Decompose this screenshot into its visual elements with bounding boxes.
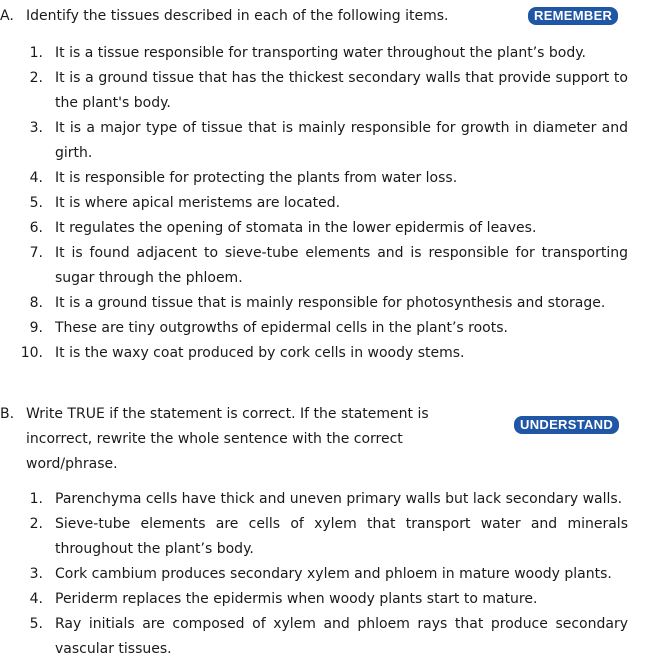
item-text: It is responsible for protecting the plants from water loss. <box>55 170 458 186</box>
item-text: Sieve-tube elements are cells of xylem that transport water and minerals throughout the plant’s body. <box>55 516 628 557</box>
section-b-instruction: Write TRUE if the statement is correct. If the statement is incorrect, rewrite the whole sentence with the correct word/phrase. <box>26 406 429 472</box>
item-text: It is a ground tissue that is mainly responsible for photosynthesis and storage. <box>55 295 606 311</box>
item-number: 1. <box>29 491 43 507</box>
item-text: It regulates the opening of stomata in the lower epidermis of leaves. <box>55 220 537 236</box>
list-item <box>0 166 628 191</box>
item-number: 1. <box>29 45 43 61</box>
item-number: 5. <box>29 195 43 211</box>
item-number: 5. <box>29 616 43 632</box>
item-number: 2. <box>29 70 43 86</box>
section-a-letter: A. <box>0 8 14 24</box>
section-a <box>0 4 651 366</box>
item-text: Parenchyma cells have thick and uneven primary walls but lack secondary walls. <box>55 491 623 507</box>
item-text: Cork cambium produces secondary xylem and phloem in mature woody plants. <box>55 566 612 582</box>
item-text: It is a tissue responsible for transporting water throughout the plant’s body. <box>55 45 586 61</box>
list-item <box>0 216 628 241</box>
item-text: It is the waxy coat produced by cork cells in woody stems. <box>55 345 465 361</box>
item-text: These are tiny outgrowths of epidermal cells in the plant’s roots. <box>55 320 508 336</box>
section-b-heading <box>0 402 496 477</box>
item-number: 3. <box>29 120 43 136</box>
item-text: It is a major type of tissue that is mainly responsible for growth in diameter and girth. <box>55 120 628 161</box>
item-text: Periderm replaces the epidermis when woody plants start to mature. <box>55 591 538 607</box>
item-number: 9. <box>29 320 43 336</box>
item-number: 6. <box>29 220 43 236</box>
list-item <box>0 66 628 116</box>
list-item <box>0 241 628 291</box>
list-item <box>0 291 628 316</box>
list-item <box>0 341 628 366</box>
remember-badge: REMEMBER <box>528 7 618 25</box>
item-number: 7. <box>29 245 43 261</box>
item-text: Ray initials are composed of xylem and phloem rays that produce secondary vascular tissues. <box>55 616 628 657</box>
section-b <box>0 402 651 662</box>
list-item <box>0 191 628 216</box>
item-number: 3. <box>29 566 43 582</box>
list-item <box>0 487 628 512</box>
item-text: It is where apical meristems are located. <box>55 195 341 211</box>
item-text: It is found adjacent to sieve-tube elements and is responsible for transporting sugar through the phloem. <box>55 245 628 286</box>
item-number: 4. <box>29 591 43 607</box>
list-item <box>0 562 628 587</box>
section-a-instruction: Identify the tissues described in each of the following items. <box>26 8 449 24</box>
section-b-list <box>0 487 651 662</box>
list-item <box>0 41 628 66</box>
item-number: 8. <box>29 295 43 311</box>
item-text: It is a ground tissue that has the thickest secondary walls that provide support to the plant's body. <box>55 70 628 111</box>
list-item <box>0 316 628 341</box>
item-number: 10. <box>20 345 43 361</box>
section-a-heading <box>0 4 496 29</box>
list-item <box>0 612 628 662</box>
section-b-letter: B. <box>0 406 15 422</box>
item-number: 2. <box>29 516 43 532</box>
understand-badge: UNDERSTAND <box>514 416 619 434</box>
item-number: 4. <box>29 170 43 186</box>
list-item <box>0 587 628 612</box>
section-a-list <box>0 41 651 366</box>
list-item <box>0 512 628 562</box>
list-item <box>0 116 628 166</box>
